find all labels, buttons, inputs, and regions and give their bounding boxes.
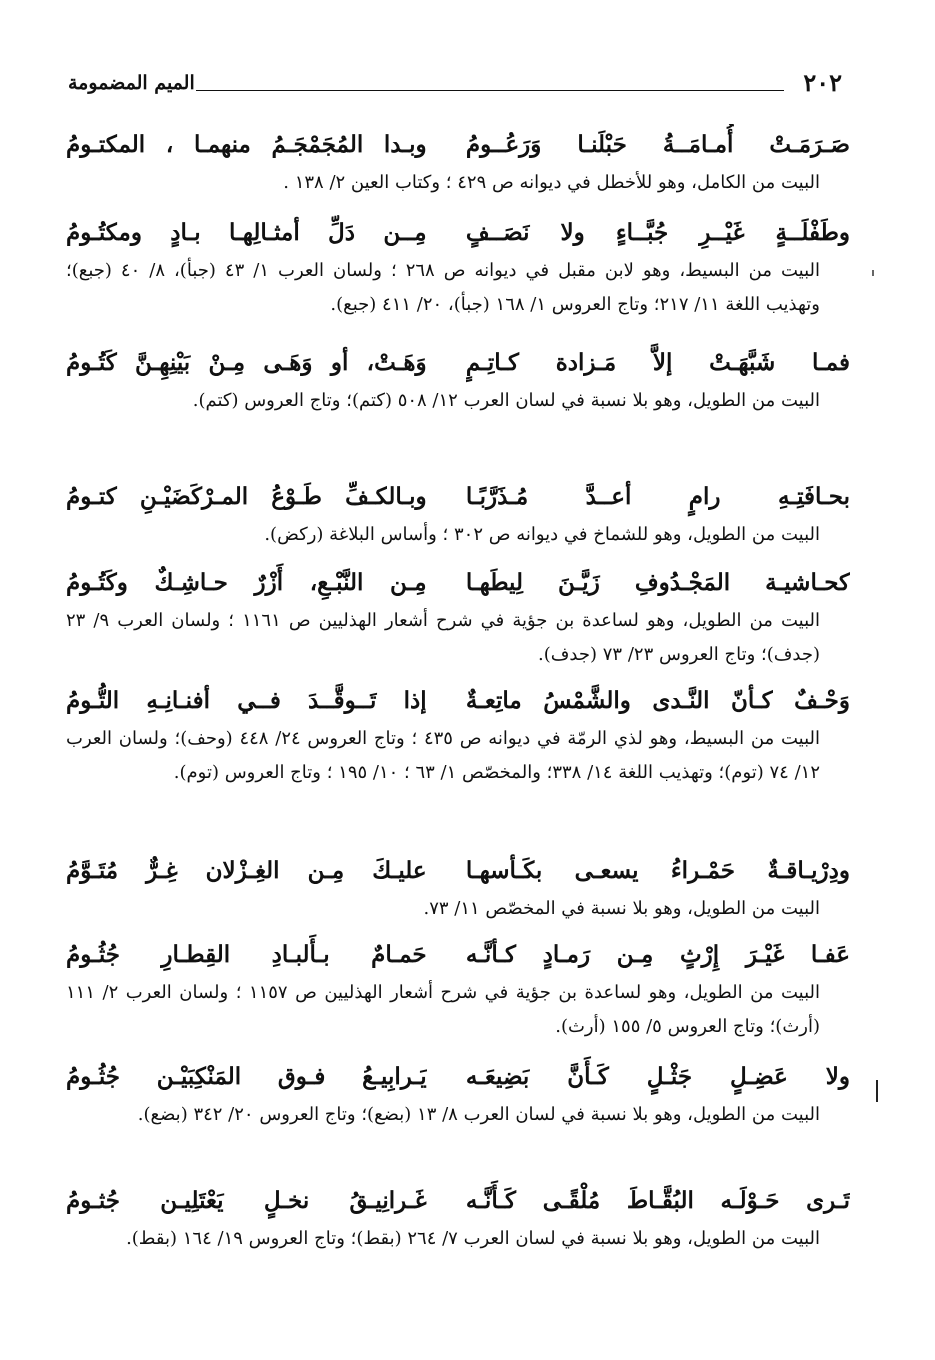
verse-line xyxy=(66,212,850,254)
verse-second-hemistich: وبـالكـفِّ طَـوْعُ المـرْكَضَيْـنِ كتـومُ xyxy=(66,483,427,510)
verse-line xyxy=(66,476,850,518)
verse-source-note: البيت من البسيط، وهو لذي الرمّة في ديوانه ص ٤٣٥ ؛ وتاج العروس ٢٤/ ٤٤٨ (وحف)؛ ولسان العرب ١٢/ ٧٤ (توم)؛ وتهذيب اللغة ١٤/ ٣٣٨؛ والمخصّص ١/ ٦٣ ؛ ١٠/ ١٩٥ ؛ وتاج العروس (توم). xyxy=(66,728,820,783)
verse-line xyxy=(66,1180,850,1222)
verse-first-hemistich: وَحْـفٌ كـأنّ النَّـدى والشَّمْسُ ماتِعـةٌ xyxy=(465,687,850,714)
margin-mark xyxy=(876,1080,878,1102)
margin-speck xyxy=(872,270,874,276)
verse-line xyxy=(66,562,850,604)
verse-source-note: البيت من البسيط، وهو لابن مقبل في ديوانه ص ٢٦٨ ؛ ولسان العرب ١/ ٤٣ (جبأ)، ٨/ ٤٠ (جبع)؛ وتهذيب اللغة ١١/ ٢١٧؛ وتاج العروس ١/ ١٦٨ (جبأ)، ٢٠/ ٤١١ (جبع). xyxy=(66,260,821,315)
verse-first-hemistich: تَـرى حَـوْلَـه البُقَّـاطَ مُلْقًـى كَـأَنَّـه xyxy=(465,1187,850,1214)
verse-entry xyxy=(66,124,850,212)
verse-line xyxy=(66,934,850,976)
verse-second-hemistich: إذا تَــوقَّــدَ فــي أفنـانِـهِ التُّـومُ xyxy=(66,687,427,714)
verse-second-hemistich: غَـرانِيـقُ نخـلٍ يَعْتَلِيـن جُثـومُ xyxy=(66,1187,427,1214)
verse-second-hemistich: يَـرابِيـعُ فـوق المَنْكِبَيْـن جُثُـومُ xyxy=(66,1063,427,1090)
verse-entry xyxy=(66,850,850,934)
verse-line xyxy=(66,850,850,892)
verse-first-hemistich: عَفـا غَيْـرَ إِرْثٍ مِـن رَمـادٍ كـأنَّـه xyxy=(465,941,850,968)
verse-source-note: البيت من الطويل، وهو بلا نسبة في لسان العرب ٧/ ٢٦٤ (بقط)؛ وتاج العروس ١٩/ ١٦٤ (بقط). xyxy=(126,1228,820,1249)
verse-entry xyxy=(66,1180,850,1304)
section-title: الميم المضمومة xyxy=(68,72,195,94)
verse-second-hemistich: مِــن دَلِّ أمثـالِهـا بـادٍ ومكتُـومُ xyxy=(66,219,427,246)
verse-first-hemistich: كحـاشيـة المَجْـدُوفِ زَيَّـنَ لِيطَهـا xyxy=(465,569,850,596)
verse-source-note: البيت من الطويل، وهو للشماخ في ديوانه ص ٣٠٢ ؛ وأساس البلاغة (ركض). xyxy=(264,524,820,545)
verse-first-hemistich: فمـا شَبَّهَـتْ إلاَّ مَـزادة كـاتِـمٍ xyxy=(465,349,850,376)
verse-entry xyxy=(66,680,850,850)
verse-second-hemistich: عليـكَ مِـن الغِـزْلان غِـرٌّ مُتَـوَّمُ xyxy=(66,857,427,884)
verse-source-note: البيت من الطويل، وهو بلا نسبة في المخصّص ١١/ ٧٣. xyxy=(423,898,820,919)
verse-second-hemistich: وبـدا المُجَمْجَـمُ منهمـا ، المكتـومُ xyxy=(66,131,427,158)
verse-second-hemistich: حَمـامٌ بـأَلبـادِ القِطـارِ جُثُـومُ xyxy=(66,941,427,968)
verse-source-note: البيت من الطويل، وهو لساعدة بن جؤية في شرح أشعار الهذليين ص ١١٥٧ ؛ ولسان العرب ٢/ ١١١ (أرث)؛ وتاج العروس ٥/ ١٥٥ (أرث). xyxy=(66,982,820,1037)
header-rule xyxy=(196,90,784,91)
verse-entry xyxy=(66,342,850,476)
page-header xyxy=(60,68,860,98)
verse-entry xyxy=(66,212,850,342)
verse-second-hemistich: وَهَـتْ، أو وَهَـى مِـنْ بَيْنِهِـنَّ كَتُـومُ xyxy=(66,349,427,376)
verse-entry xyxy=(66,1056,850,1180)
verse-entry xyxy=(66,934,850,1056)
verse-second-hemistich: مِـن النَّبْـعِ، أَزْرٌ حـاشِـكٌ وكَتُـومُ xyxy=(66,569,427,596)
verse-entries xyxy=(66,124,850,1304)
page-number: ٢٠٢ xyxy=(803,68,842,97)
verse-line xyxy=(66,1056,850,1098)
verse-source-note: البيت من الكامل، وهو للأخطل في ديوانه ص ٤٢٩ ؛ وكتاب العين ٢/ ١٣٨ . xyxy=(283,172,820,193)
verse-source-note: البيت من الطويل، وهو بلا نسبة في لسان العرب ٨/ ١٣ (بضع)؛ وتاج العروس ٢٠/ ٣٤٢ (بضع). xyxy=(137,1104,820,1125)
verse-first-hemistich: صَـرَمَـتْ أُمـامَــةُ حَبْلَنـا وَرَعُــومُ xyxy=(465,131,850,158)
verse-first-hemistich: وطَفْلَــةٍ غَيْــرِ جُبَّــاءٍ ولا نَصَــفٍ xyxy=(465,219,850,246)
verse-line xyxy=(66,680,850,722)
verse-line xyxy=(66,342,850,384)
verse-entry xyxy=(66,562,850,680)
verse-source-note: البيت من الطويل، وهو لساعدة بن جؤية في شرح أشعار الهذليين ص ١١٦١ ؛ ولسان العرب ٩/ ٢٣ (جدف)؛ وتاج العروس ٢٣/ ٧٣ (جدف). xyxy=(66,610,820,665)
verse-entry xyxy=(66,476,850,562)
verse-first-hemistich: ودِرْيـاقـةٌ حَمْـراءُ يسعـى بكَـأسهـا xyxy=(465,857,850,884)
verse-first-hemistich: ولا عَضِـلٍ جَثْـلٍ كَـأَنَّ بَضِيعَـه xyxy=(465,1063,850,1090)
verse-first-hemistich: بحـافَتِـهِ رامٍ أعــدَّ مُـذَرَّبًـا xyxy=(465,483,850,510)
verse-line xyxy=(66,124,850,166)
verse-source-note: البيت من الطويل، وهو بلا نسبة في لسان العرب ١٢/ ٥٠٨ (كتم)؛ وتاج العروس (كتم). xyxy=(192,390,820,411)
